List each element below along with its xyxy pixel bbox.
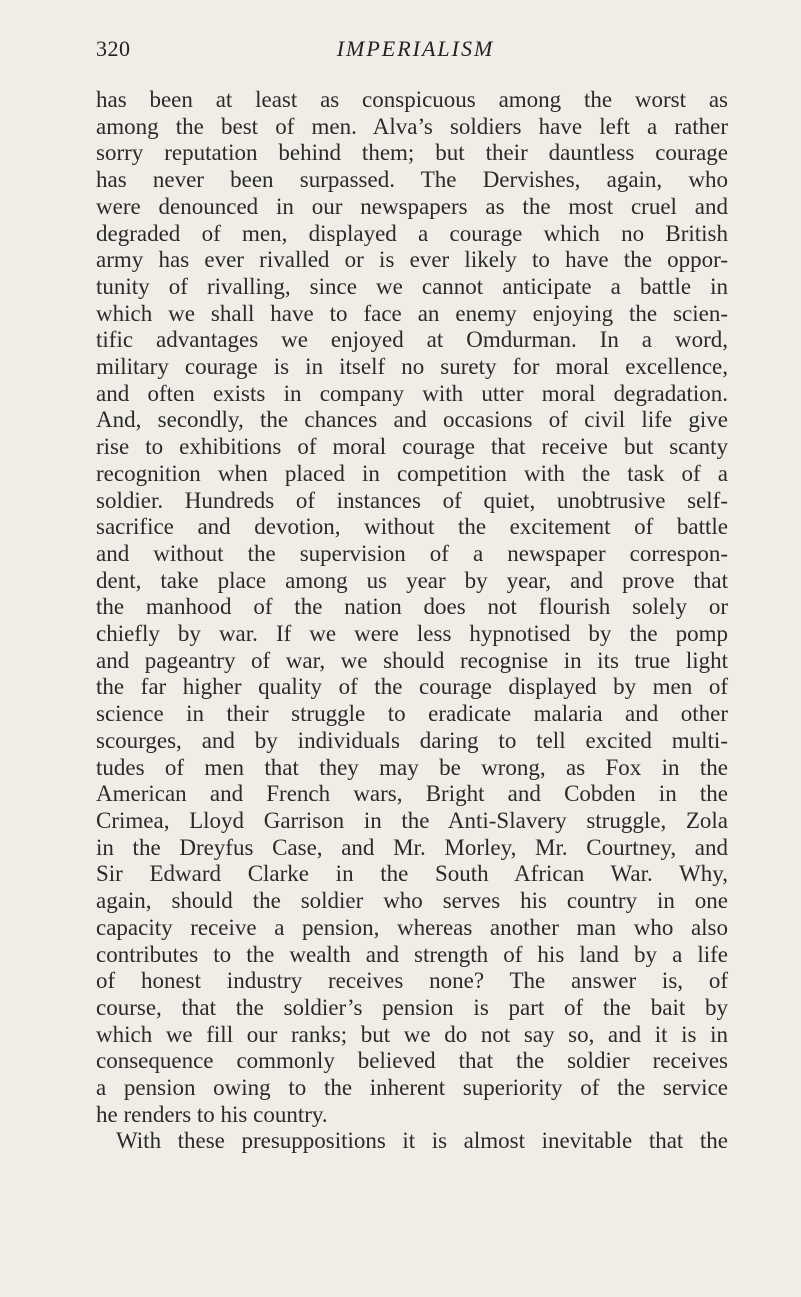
text-line: science in their struggle to eradicate malaria and other: [96, 701, 728, 727]
text-line: sacrifice and devotion, without the excitement of battle: [96, 514, 728, 540]
text-line: were denounced in our newspapers as the most cruel and: [96, 193, 728, 219]
text-line: sorry reputation behind them; but their dauntless courage: [96, 140, 728, 166]
text-line: tudes of men that they may be wrong, as Fox in the: [96, 754, 728, 780]
text-line: of honest industry receives none? The answer is, of: [96, 968, 728, 994]
text-line: consequence commonly believed that the soldier receives: [96, 1048, 728, 1074]
text-line: tific advantages we enjoyed at Omdurman. In a word,: [96, 327, 728, 353]
text-line: soldier. Hundreds of instances of quiet, unobtrusive self-: [96, 487, 728, 513]
text-line: dent, take place among us year by year, and prove that: [96, 567, 728, 593]
body-text: [96, 87, 728, 1155]
text-line: the far higher quality of the courage displayed by men of: [96, 674, 728, 700]
text-line: among the best of men. Alva’s soldiers have left a rather: [96, 113, 728, 139]
text-line: has never been surpassed. The Dervishes, again, who: [96, 167, 728, 193]
text-line: With these presuppositions it is almost inevitable that the: [116, 1128, 728, 1154]
text-line: Sir Edward Clarke in the South African War. Why,: [96, 861, 728, 887]
text-line: in the Dreyfus Case, and Mr. Morley, Mr. Courtney, and: [96, 834, 728, 860]
text-line: recognition when placed in competition with the task of a: [96, 460, 728, 486]
text-line: tunity of rivalling, since we cannot anticipate a battle in: [96, 273, 728, 299]
text-line: capacity receive a pension, whereas another man who also: [96, 914, 728, 940]
text-line: degraded of men, displayed a courage which no British: [96, 220, 728, 246]
text-line: military courage is in itself no surety for moral excellence,: [96, 354, 728, 380]
text-line: rise to exhibitions of moral courage that receive but scanty: [96, 434, 728, 460]
page-header: [0, 36, 801, 66]
text-line: American and French wars, Bright and Cobden in the: [96, 781, 728, 807]
text-line: army has ever rivalled or is ever likely to have the oppor-: [96, 247, 728, 273]
text-line: Crimea, Lloyd Garrison in the Anti-Slavery struggle, Zola: [96, 807, 728, 833]
text-line: which we shall have to face an enemy enjoying the scien-: [96, 300, 728, 326]
text-line: has been at least as conspicuous among the worst as: [96, 87, 728, 112]
text-line: course, that the soldier’s pension is part of the bait by: [96, 994, 728, 1020]
text-line: contributes to the wealth and strength of his land by a life: [96, 941, 728, 967]
text-line: and without the supervision of a newspaper correspon-: [96, 540, 728, 566]
text-line: which we fill our ranks; but we do not say so, and it is in: [96, 1021, 728, 1047]
page-number: 320: [96, 36, 131, 61]
running-head: IMPERIALISM: [336, 36, 495, 61]
text-line: and often exists in company with utter moral degradation.: [96, 380, 728, 406]
text-line: the manhood of the nation does not flourish solely or: [96, 594, 728, 620]
text-line: again, should the soldier who serves his country in one: [96, 888, 728, 914]
text-line: scourges, and by individuals daring to tell excited multi-: [96, 727, 728, 753]
text-line: And, secondly, the chances and occasions of civil life give: [96, 407, 728, 433]
text-line: and pageantry of war, we should recognise in its true light: [96, 647, 728, 673]
text-line: chiefly by war. If we were less hypnotised by the pomp: [96, 621, 728, 647]
text-line: a pension owing to the inherent superiority of the service: [96, 1075, 728, 1101]
text-line: he renders to his country.: [96, 1101, 328, 1127]
